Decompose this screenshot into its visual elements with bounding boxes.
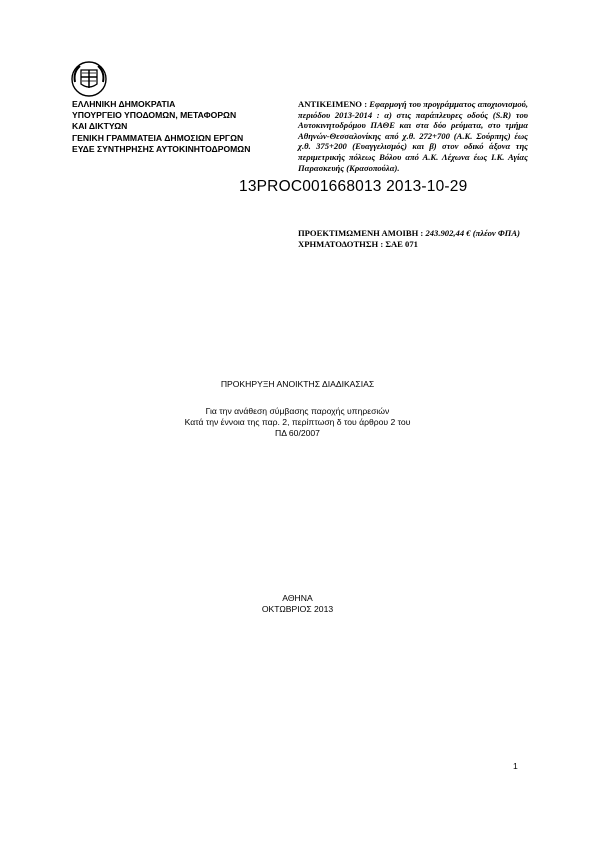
amount-block bbox=[298, 228, 528, 250]
subject-text: Εφαρμογή του προγράμματος αποχιονισμού, περιόδου 2013-2014 : α) στις παράπλευρες οδούς (S.R) του Αυτοκινητοδρόμου ΠΑΘΕ και στα δύο ρεύματα, στο τμήμα Αθηνών-Θεσσαλονίκης από χ.θ. 272+700 (Α.Κ. Σούρπης) έως χ.θ. 375+200 (Ευαγγελισμός) και β) στον οδικό άξονα της περιμετρικής πόλεως Βόλου από Α.Κ. Λέχωνα έως Ι.Κ. Αγίας Παρασκευής (Κρασοπούλα). bbox=[298, 99, 529, 173]
page-number: 1 bbox=[513, 761, 518, 771]
funding-label: ΧΡΗΜΑΤΟΔΟΤΗΣΗ : bbox=[298, 238, 384, 249]
subject-block bbox=[298, 99, 528, 173]
subject-label: ΑΝΤΙΚΕΙΜΕΝΟ : bbox=[298, 99, 368, 109]
authority-line: ΚΑΙ ΔΙΚΤΥΩΝ bbox=[72, 121, 128, 132]
authority-line: ΕΛΛΗΝΙΚΗ ΔΗΜΟΚΡΑΤΙΑ bbox=[72, 99, 176, 109]
issuing-authority bbox=[72, 99, 272, 155]
notice-line: Κατά την έννοια της παρ. 2, περίπτωση δ του άρθρου 2 του bbox=[184, 416, 411, 427]
notice-line: ΠΔ 60/2007 bbox=[275, 427, 320, 438]
greek-coat-of-arms-icon bbox=[70, 60, 108, 98]
estimated-fee-value: 243.902,44 € (πλέον ΦΠΑ) bbox=[425, 228, 520, 238]
notice-title: ΠΡΟΚΗΡΥΞΗ ΑΝΟΙΚΤΗΣ ΔΙΑΔΙΚΑΣΙΑΣ bbox=[220, 379, 375, 389]
registry-stamp: 13PROC001668013 2013-10-29 bbox=[239, 178, 468, 195]
estimated-fee-label: ΠΡΟΕΚΤΙΜΩΜΕΝΗ ΑΜΟΙΒΗ : bbox=[298, 228, 424, 238]
city: ΑΘΗΝΑ bbox=[282, 593, 313, 603]
authority-line: ΥΠΟΥΡΓΕΙΟ ΥΠΟΔΟΜΩΝ, ΜΕΤΑΦΟΡΩΝ bbox=[72, 110, 237, 121]
place-date-block bbox=[0, 593, 595, 615]
authority-line: ΕΥΔΕ ΣΥΝΤΗΡΗΣΗΣ ΑΥΤΟΚΙΝΗΤΟΔΡΟΜΩΝ bbox=[72, 143, 251, 154]
notice-line: Για την ανάθεση σύμβασης παροχής υπηρεσιών bbox=[205, 406, 390, 416]
notice-description bbox=[0, 406, 595, 438]
issue-date: ΟΚΤΩΒΡΙΟΣ 2013 bbox=[261, 603, 334, 614]
authority-line: ΓΕΝΙΚΗ ΓΡΑΜΜΑΤΕΙΑ ΔΗΜΟΣΙΩΝ ΕΡΓΩΝ bbox=[72, 132, 244, 143]
funding-value: ΣΑΕ 071 bbox=[385, 238, 418, 249]
